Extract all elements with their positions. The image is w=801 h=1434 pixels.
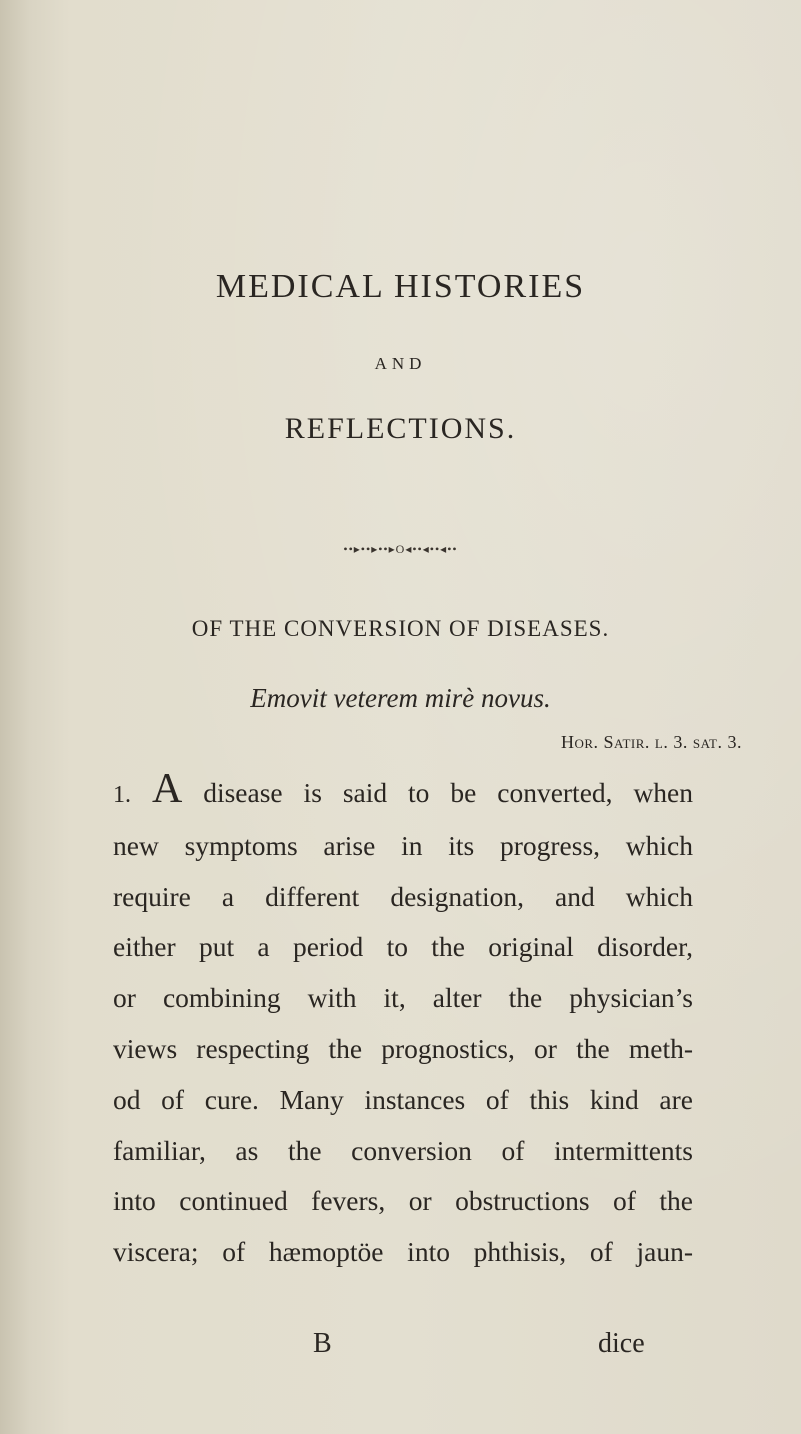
paragraph-line: views respecting the prognostics, or the meth-	[113, 1032, 693, 1064]
paragraph-line: either put a period to the original disorder,	[113, 931, 693, 963]
paragraph-line: or combining with it, alter the physician’s	[113, 982, 693, 1014]
page-footer	[0, 1328, 801, 1368]
paragraph-line: od of cure. Many instances of this kind are	[113, 1083, 693, 1115]
paragraph-line: require a different designation, and which	[113, 880, 693, 912]
book-title: MEDICAL HISTORIES	[215, 268, 586, 305]
book-subtitle: REFLECTIONS.	[284, 412, 517, 445]
paragraph-first-line	[113, 768, 693, 821]
signature-mark: B	[313, 1328, 332, 1359]
ornament-divider: ••▸••▸••▸O◂••◂••◂••	[343, 542, 458, 556]
paragraph-line: into continued fevers, or obstructions of the	[113, 1185, 693, 1217]
section-heading: OF THE CONVERSION OF DISEASES.	[191, 616, 610, 641]
paragraph-number: 1.	[113, 782, 131, 808]
paragraph-line: familiar, as the conversion of intermittents	[113, 1134, 693, 1166]
paragraph-line: disease is said to be converted, when	[203, 777, 693, 808]
paragraph-line: new symptoms arise in its progress, which	[113, 829, 693, 861]
paragraph-line: viscera; of hæmoptöe into phthisis, of jaun-	[113, 1236, 693, 1268]
catchword: dice	[598, 1328, 645, 1359]
title-connector: AND	[374, 354, 427, 373]
drop-capital: A	[151, 768, 183, 812]
latin-motto: Emovit veterem mirè novus.	[250, 683, 551, 713]
paragraph-body	[113, 768, 693, 1278]
motto-citation: Hor. Satir. l. 3. sat. 3.	[560, 732, 742, 752]
